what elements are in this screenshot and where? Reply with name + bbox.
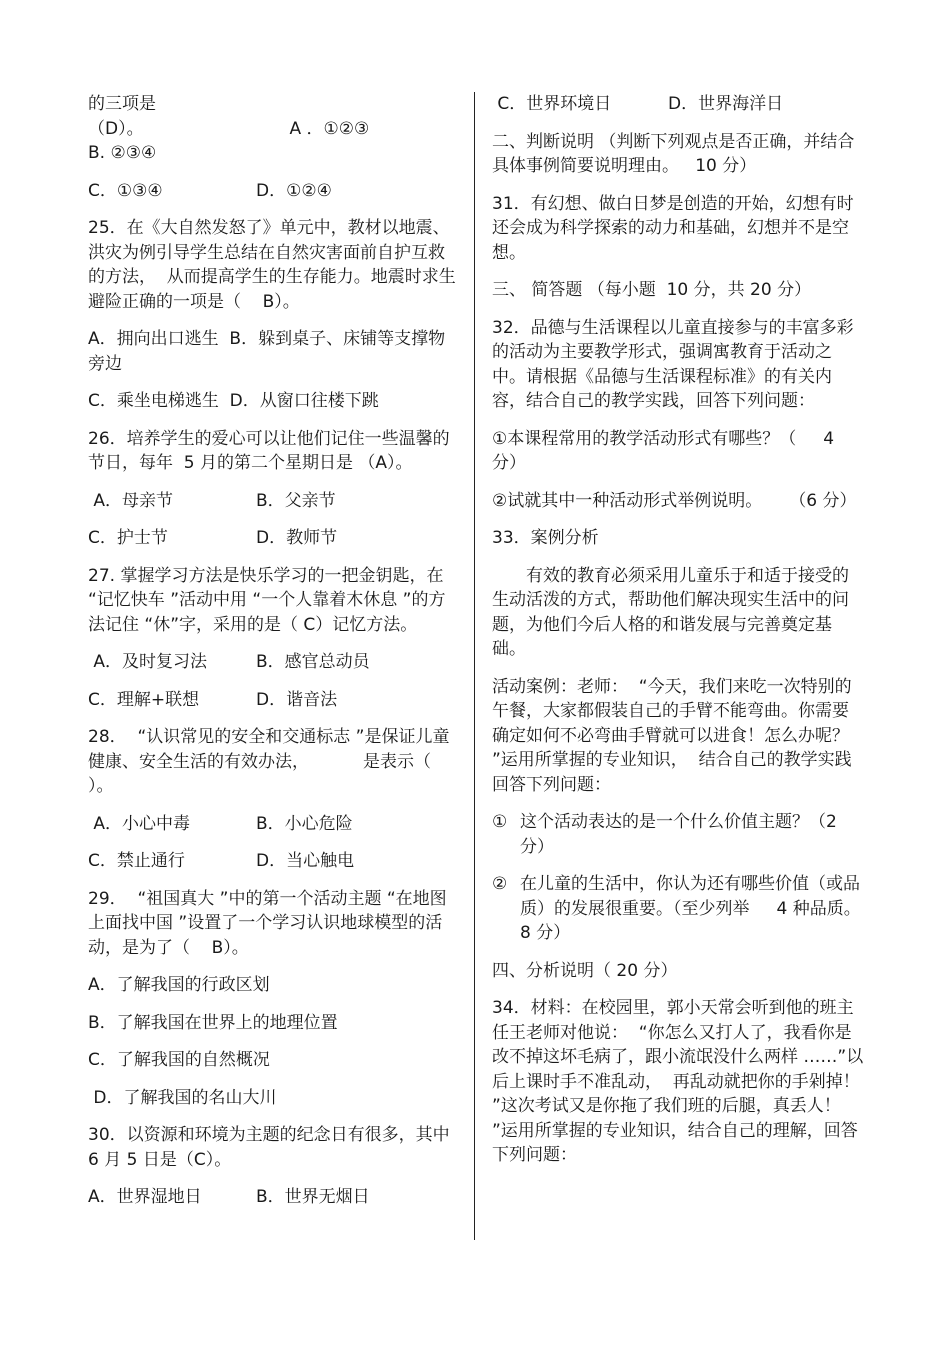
q30-option-d: D．世界海洋日: [668, 94, 784, 114]
q27-option-c: C．理解+联想: [88, 689, 200, 710]
q24-options-cd: [88, 179, 460, 204]
q25-options-ab: A．拥向出口逃生 B．躲到桌子、床铺等支撑物旁边: [88, 329, 446, 374]
q28-option-b: B．小心危险: [256, 813, 353, 834]
q27-options-cd: [88, 688, 460, 713]
q28-option-d: D．当心触电: [256, 851, 355, 871]
q25-options-cd: C．乘坐电梯逃生 D．从窗口往楼下跳: [88, 391, 379, 411]
q30-option-a: A．世界湿地日: [88, 1187, 202, 1207]
q33-intro: 有效的教育必须采用儿童乐于和适于接受的生动活泼的方式，帮助他们解决现实生活中的问题，为他们今后人格的和谐发展与完善奠定基础。: [492, 565, 849, 659]
q27-stem: 27. 掌握学习方法是快乐学习的一把金钥匙，在 “记忆快车 ”活动中用 “一个人靠着木休息 ”的方法记住 “休”字，采用的是（ C）记忆方法。: [88, 565, 449, 635]
q24-option-d: D．①②④: [256, 180, 332, 201]
q26-option-b: B．父亲节: [256, 490, 336, 511]
q29-option-b: B．了解我国在世界上的地理位置: [88, 1012, 338, 1033]
q31-statement: 31．有幻想、做白日梦是创造的开始，幻想有时还会成为科学探索的动力和基础，幻想并不是空想。: [492, 193, 854, 263]
q26-option-d: D．教师节: [256, 528, 338, 548]
q28-option-c: C．禁止通行: [88, 851, 185, 871]
q30-option-b: B．世界无烟日: [256, 1187, 370, 1207]
q33-subquestion-1: [492, 810, 864, 859]
q26-options-ab: [88, 489, 460, 514]
q24-option-c: C．①③④: [88, 180, 163, 201]
q32-subquestion-2: ②试就其中一种活动形式举例说明。 （6 分）: [492, 490, 857, 511]
q26-options-cd: [88, 526, 460, 551]
right-column: [492, 92, 867, 1181]
q33-subquestion-1-text: 这个活动表达的是一个什么价值主题？（2 分）: [520, 812, 843, 857]
q30-options-cd: [492, 92, 864, 117]
q33-marker-1: ①: [492, 812, 508, 832]
q34-material: 34．材料：在校园里，郭小天常会听到他的班主任王老师对他说： “你怎么又打人了，我看你是改不掉这坏毛病了，跟小流氓没什么两样 ……”以后上课时手不准乱动， 再乱动就把你的手剁掉！ ”这次考试又是你拖了我们班的后腿，真丢人！ ”运用所掌握的专业知识，结合自己的理解，回答下列问题：: [492, 998, 866, 1165]
q33-marker-2: ②: [492, 874, 508, 894]
q27-option-d: D．谐音法: [256, 689, 338, 710]
q33-title: 33．案例分析: [492, 528, 599, 548]
q26-option-c: C．护士节: [88, 528, 168, 548]
q29-option-c: C．了解我国的自然概况: [88, 1050, 270, 1070]
q29-stem: 29． “祖国真大 ”中的第一个活动主题 “在地图上面找中国 ”设置了一个学习认识地球模型的活动，是为了（ B）。: [88, 888, 447, 958]
q30-options-ab: [88, 1185, 460, 1210]
q32-stem: 32．品德与生活课程以儿童直接参与的丰富多彩的活动为主要教学形式，强调寓教育于活动之中。请根据《品德与生活课程标准》的有关内容，结合自己的教学实践，回答下列问题：: [492, 317, 854, 411]
section-3-title: 三、 简答题 （每小题 10 分，共 20 分）: [492, 280, 812, 300]
q26-option-a: A．母亲节: [88, 490, 174, 511]
q29-option-a: A．了解我国的行政区划: [88, 975, 270, 995]
q28-options-cd: [88, 849, 460, 874]
column-divider: [474, 92, 475, 1240]
q33-subquestion-2: [492, 872, 867, 946]
q24-tail-line2: （D）。 A ．①②③ B. ②③④: [88, 118, 445, 163]
q32-subquestion-1: ①本课程常用的教学活动形式有哪些？（ 4 分）: [492, 428, 840, 473]
q24-tail-line1: 的三项是: [88, 94, 156, 114]
q33-subquestion-2-text: 在儿童的生活中，你认为还有哪些价值（或品质）的发展很重要。（至少列举 4 种品质。 8 分）: [520, 874, 867, 943]
q27-option-a: A．及时复习法: [88, 652, 208, 672]
q28-options-ab: [88, 812, 460, 837]
section-2-title: 二、判断说明 （判断下列观点是否正确，并结合具体事例简要说明理由。 10 分）: [492, 131, 855, 176]
q27-option-b: B．感官总动员: [256, 652, 370, 672]
q29-option-d: D．了解我国的名山大川: [88, 1087, 277, 1108]
q30-option-c: C．世界环境日: [492, 94, 612, 114]
q28-option-a: A．小心中毒: [88, 813, 191, 834]
q26-stem: 26．培养学生的爱心可以让他们记住一些温馨的节日，每年 5 月的第二个星期日是 （A）。: [88, 428, 450, 473]
q33-case: 活动案例：老师： “今天，我们来吃一次特别的午餐，大家都假装自己的手臂不能弯曲。你需要确定如何不必弯曲手臂就可以进食！怎么办呢？ ”运用所掌握的专业知识， 结合自己的教学实践回答下列问题：: [492, 676, 855, 795]
q30-stem: 30．以资源和环境为主题的纪念日有很多，其中 6 月 5 日是（C）。: [88, 1125, 456, 1170]
q27-options-ab: [88, 650, 460, 675]
q25-stem: 25．在《大自然发怒了》单元中，教材以地震、洪灾为例引导学生总结在自然灾害面前自护互救的方法， 从而提高学生的生存能力。地震时求生避险正确的一项是（ B）。: [88, 218, 456, 312]
left-column: [88, 92, 460, 1223]
q28-stem: 28． “认识常见的安全和交通标志 ”是保证儿童健康、安全生活的有效办法， 是表示（ ）。: [88, 727, 453, 796]
section-4-title: 四、分析说明（ 20 分）: [492, 960, 678, 981]
